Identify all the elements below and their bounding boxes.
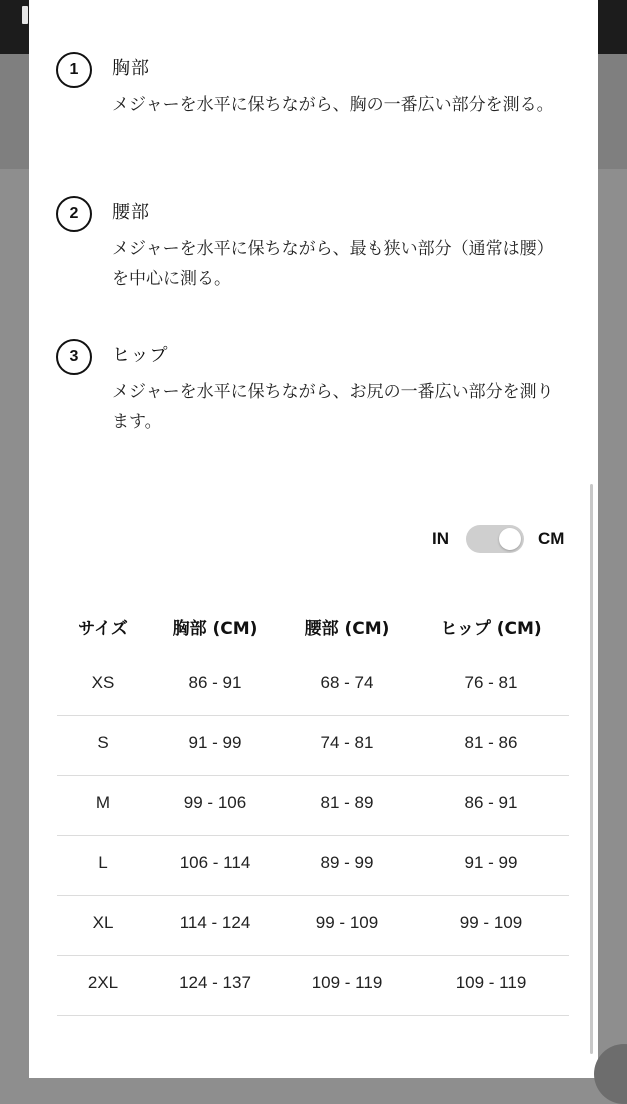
cell-hip: 91 - 99 <box>464 853 518 872</box>
cell-waist: 99 - 109 <box>315 913 379 932</box>
cell-hip: 109 - 119 <box>455 973 527 992</box>
header-waist: 腰部 (CM) <box>304 619 390 639</box>
step-number-badge: 2 <box>56 196 92 232</box>
table-row <box>57 956 569 1016</box>
unit-in-label[interactable]: IN <box>432 529 449 548</box>
step-description: メジャーを水平に保ちながら、胸の一番広い部分を測る。 <box>112 95 554 115</box>
unit-toggle <box>29 522 598 556</box>
cell-hip: 99 - 109 <box>459 913 523 932</box>
step-title: 胸部 <box>112 58 150 79</box>
cell-waist: 109 - 119 <box>311 973 383 992</box>
step-description: メジャーを水平に保ちながら、お尻の一番広い部分を測ります。 <box>112 382 554 432</box>
unit-cm-label[interactable]: CM <box>538 529 565 548</box>
table-row <box>57 896 569 956</box>
floating-action-button[interactable] <box>594 1044 627 1104</box>
cell-hip: 81 - 86 <box>464 733 518 752</box>
step-description: メジャーを水平に保ちながら、最も狭い部分（通常は腰）を中心に測る。 <box>112 239 554 289</box>
size-chart-table <box>57 596 569 1016</box>
header-chest: 胸部 (CM) <box>172 619 258 639</box>
cell-hip: 76 - 81 <box>464 673 518 692</box>
cell-waist: 74 - 81 <box>320 733 374 752</box>
backdrop-menu-icon <box>22 6 28 24</box>
cell-size: M <box>95 793 111 812</box>
unit-switch-knob[interactable] <box>499 528 521 550</box>
step-title: 腰部 <box>112 202 150 223</box>
header-size: サイズ <box>78 619 128 639</box>
cell-chest: 91 - 99 <box>188 733 242 752</box>
cell-size: S <box>97 733 109 752</box>
cell-chest: 114 - 124 <box>179 913 251 932</box>
table-header <box>57 596 569 656</box>
cell-chest: 106 - 114 <box>179 853 251 872</box>
cell-waist: 81 - 89 <box>320 793 374 812</box>
header-hip: ヒップ (CM) <box>440 619 542 639</box>
table-row <box>57 656 569 716</box>
cell-chest: 124 - 137 <box>179 973 251 992</box>
step-number-badge: 3 <box>56 339 92 375</box>
cell-size: 2XL <box>87 973 119 992</box>
cell-chest: 99 - 106 <box>183 793 247 812</box>
table-row <box>57 716 569 776</box>
cell-size: L <box>98 853 108 872</box>
cell-waist: 68 - 74 <box>320 673 374 692</box>
step-number-badge: 1 <box>56 52 92 88</box>
cell-size: XL <box>92 913 114 932</box>
table-row <box>57 836 569 896</box>
cell-hip: 86 - 91 <box>464 793 518 812</box>
cell-chest: 86 - 91 <box>188 673 242 692</box>
cell-waist: 89 - 99 <box>320 853 374 872</box>
cell-size: XS <box>91 673 115 692</box>
sheet-scrollbar[interactable] <box>590 484 593 1054</box>
table-row <box>57 776 569 836</box>
size-guide-sheet <box>29 0 598 1078</box>
step-title: ヒップ <box>112 345 169 366</box>
unit-switch[interactable] <box>466 525 524 553</box>
